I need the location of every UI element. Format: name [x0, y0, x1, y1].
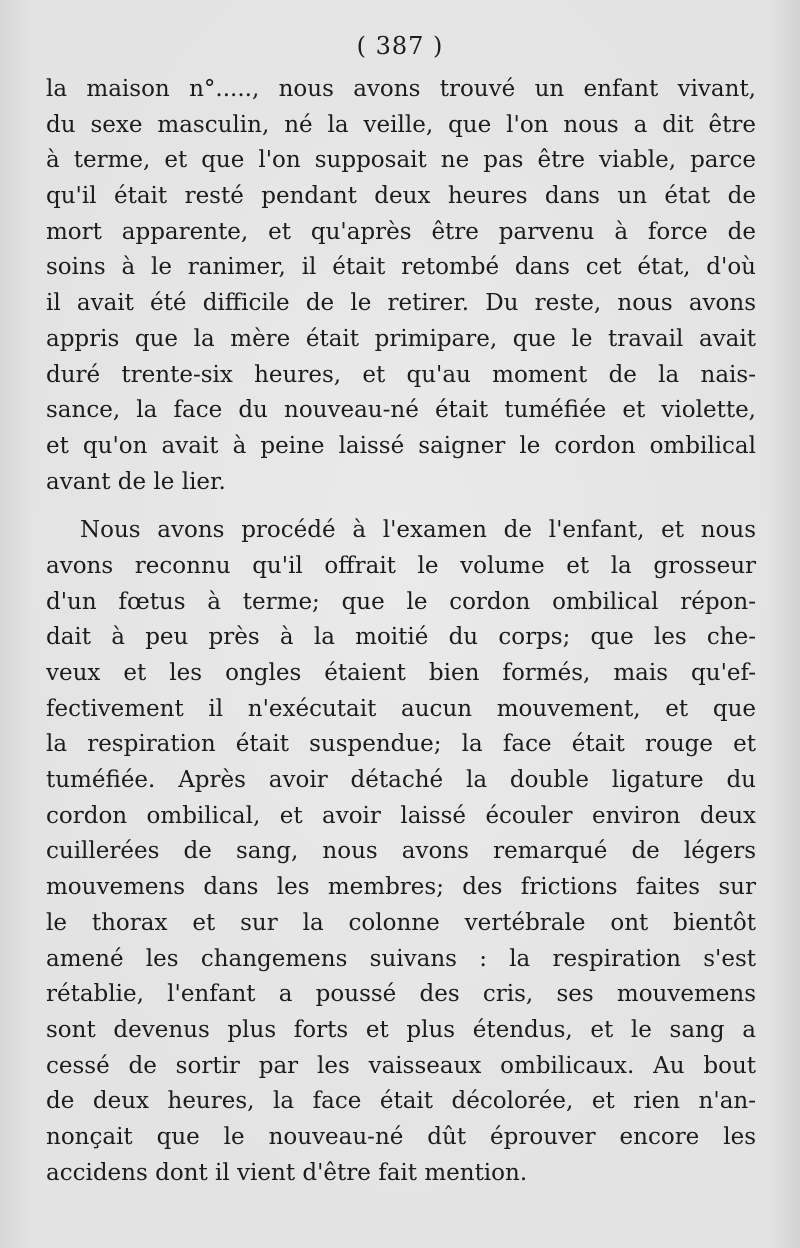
text-line: le thorax et sur la colonne vertébrale ont bientôt [46, 909, 756, 936]
text-line: qu'il était resté pendant deux heures dans un état de [46, 183, 756, 210]
paragraph-gap [46, 500, 756, 513]
text-line: rétablie, l'enfant a poussé des cris, ses mouvemens [46, 981, 756, 1008]
text-line: tuméfiée. Après avoir détaché la double ligature du [46, 767, 756, 794]
text-line: mouvemens dans les membres; des frictions faites sur [46, 874, 756, 901]
text-line: nonçait que le nouveau-né dût éprouver encore les [46, 1123, 756, 1150]
text-line: sance, la face du nouveau-né était tuméfiée et violette, [46, 397, 756, 424]
text-line: appris que la mère était primipare, que le travail avait [46, 325, 756, 352]
text-line: duré trente-six heures, et qu'au moment de la nais- [46, 361, 756, 388]
text-line: sont devenus plus forts et plus étendus, et le sang a [46, 1016, 756, 1043]
text-line: la maison n°....., nous avons trouvé un enfant vivant, [46, 76, 756, 102]
text-line: soins à le ranimer, il était retombé dans cet état, d'où [46, 254, 756, 281]
text-line: Nous avons procédé à l'examen de l'enfant, et nous [80, 517, 756, 544]
text-line: cuillerées de sang, nous avons remarqué de légers [46, 838, 756, 865]
text-line: dait à peu près à la moitié du corps; que les che- [46, 624, 756, 651]
text-line: il avait été difficile de le retirer. Du reste, nous avons [46, 290, 756, 317]
text-line: et qu'on avait à peine laissé saigner le cordon ombilical [46, 432, 756, 459]
text-line: veux et les ongles étaient bien formés, mais qu'ef- [46, 660, 756, 686]
text-line: la respiration était suspendue; la face était rouge et [46, 731, 756, 758]
body-text [46, 72, 756, 1191]
text-line: à terme, et que l'on supposait ne pas être viable, parce [46, 147, 756, 174]
text-line: mort apparente, et qu'après être parvenu à force de [46, 218, 756, 245]
text-line: cordon ombilical, et avoir laissé écouler environ deux [46, 802, 756, 829]
paragraph-1 [46, 72, 756, 500]
text-line: du sexe masculin, né la veille, que l'on nous a dit être [46, 111, 756, 138]
text-line: avant de le lier. [46, 468, 226, 495]
text-line: d'un fœtus à terme; que le cordon ombilical répon- [46, 588, 756, 615]
text-line: cessé de sortir par les vaisseaux ombilicaux. Au bout [46, 1052, 756, 1079]
page-number: ( 387 ) [356, 32, 444, 60]
text-line: accidens dont il vient d'être fait mention. [46, 1159, 528, 1186]
text-line: amené les changemens suivans : la respiration s'est [46, 945, 756, 972]
paragraph-2 [46, 513, 756, 1191]
text-line: de deux heures, la face était décolorée, et rien n'an- [46, 1088, 756, 1115]
text-line: avons reconnu qu'il offrait le volume et la grosseur [46, 552, 756, 579]
text-line: fectivement il n'exécutait aucun mouvement, et que [46, 695, 756, 722]
